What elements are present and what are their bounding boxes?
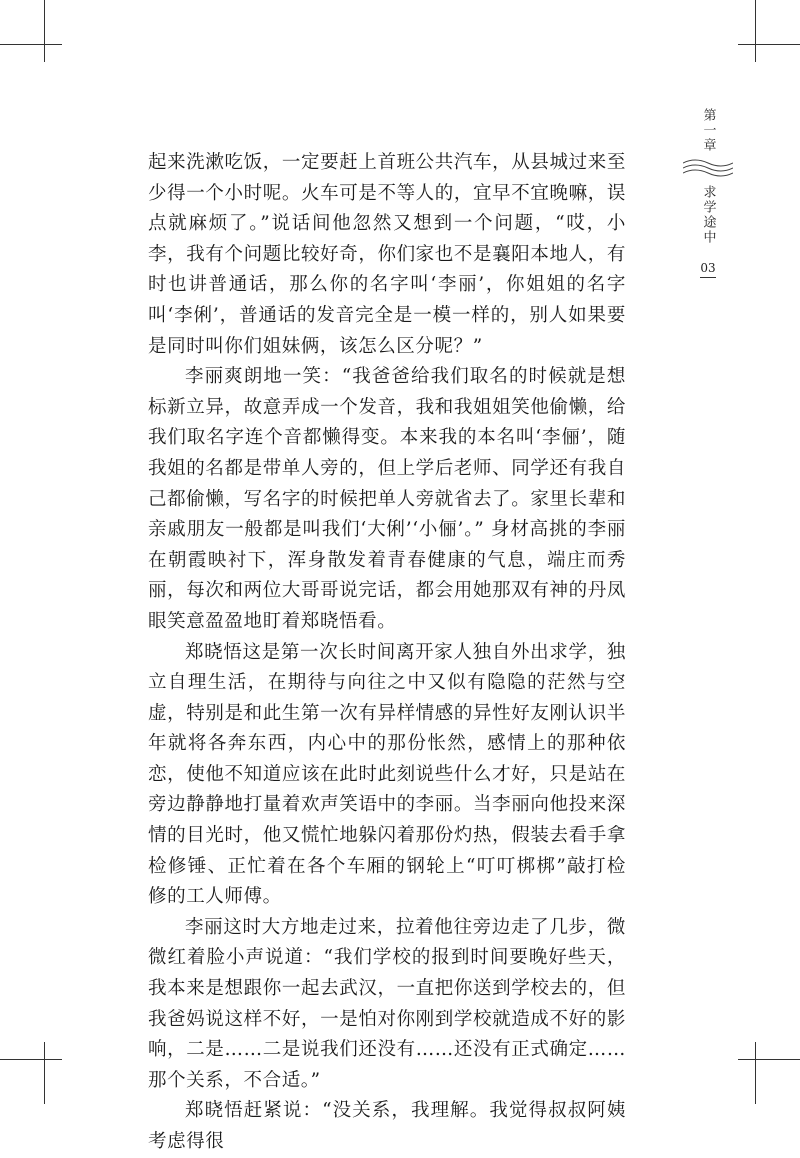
running-head <box>683 108 733 278</box>
page-number: 03 <box>700 261 716 275</box>
chapter-title: 求学途中 <box>700 185 716 245</box>
crop-mark <box>738 1059 800 1060</box>
page-number-rule <box>700 277 716 278</box>
body-text <box>148 148 626 1158</box>
crop-mark <box>0 44 62 45</box>
paragraph: 起来洗漱吃饭，一定要赶上首班公共汽车，从县城过来至少得一个小时呢。火车可是不等人的，宜早不宜晚嘛，误点就麻烦了。”说话间他忽然又想到一个问题，“哎，小李，我有个问题比较好奇，你们家也不是襄阳本地人，有时也讲普通话，那么你的名字叫‘李丽’，你姐姐的名字叫‘李俐’，普通话的发音完全是一模一样的，别人如果要是同时叫你们姐妹俩，该怎么区分呢？” <box>148 152 626 357</box>
crop-mark <box>44 0 45 62</box>
paragraph: 郑晓悟赶紧说：“没关系，我理解。我觉得叔叔阿姨考虑得很 <box>148 1100 626 1152</box>
crop-mark <box>738 44 800 45</box>
crop-mark <box>44 1042 45 1104</box>
paragraph: 李丽这时大方地走过来，拉着他往旁边走了几步，微微红着脸小声说道：“我们学校的报到时间要晚好些天，我本来是想跟你一起去武汉，一直把你送到学校去的，但我爸妈说这样不好，一是怕对你刚到学校就造成不好的影响，二是……二是说我们还没有……还没有正式确定……那个关系，不合适。” <box>148 916 626 1091</box>
paragraph: 郑晓悟这是第一次长时间离开家人独自外出求学，独立自理生活，在期待与向往之中又似有隐隐的茫然与空虚，特别是和此生第一次有异样情感的异性好友刚认识半年就将各奔东西，内心中的那份怅然，感情上的那种依恋，使他不知道应该在此时此刻说些什么才好，只是站在旁边静静地打量着欢声笑语中的李丽。当李丽向他投来深情的目光时，他又慌忙地躲闪着那份灼热，假装去看手拿检修锤、正忙着在各个车厢的钢轮上“叮叮梆梆”敲打检修的工人师傅。 <box>148 641 626 908</box>
chapter-number-label: 第一章 <box>700 108 716 153</box>
wave-ornament-icon <box>683 157 733 179</box>
crop-mark <box>0 1059 62 1060</box>
paragraph: 李丽爽朗地一笑：“我爸爸给我们取名的时候就是想标新立异，故意弄成一个发音，我和我姐姐笑他偷懒，给我们取名字连个音都懒得变。本来我的本名叫‘李俪’，随我姐的名都是带单人旁的，但上学后老师、同学还有我自己都偷懒，写名字的时候把单人旁就省去了。家里长辈和亲戚朋友一般都是叫我们‘大俐’‘小俪’。” 身材高挑的李丽在朝霞映衬下，浑身散发着青春健康的气息，端庄而秀丽，每次和两位大哥哥说完话，都会用她那双有神的丹凤眼笑意盈盈地盯着郑晓悟看。 <box>148 366 626 632</box>
crop-mark <box>755 1042 756 1104</box>
crop-mark <box>755 0 756 62</box>
